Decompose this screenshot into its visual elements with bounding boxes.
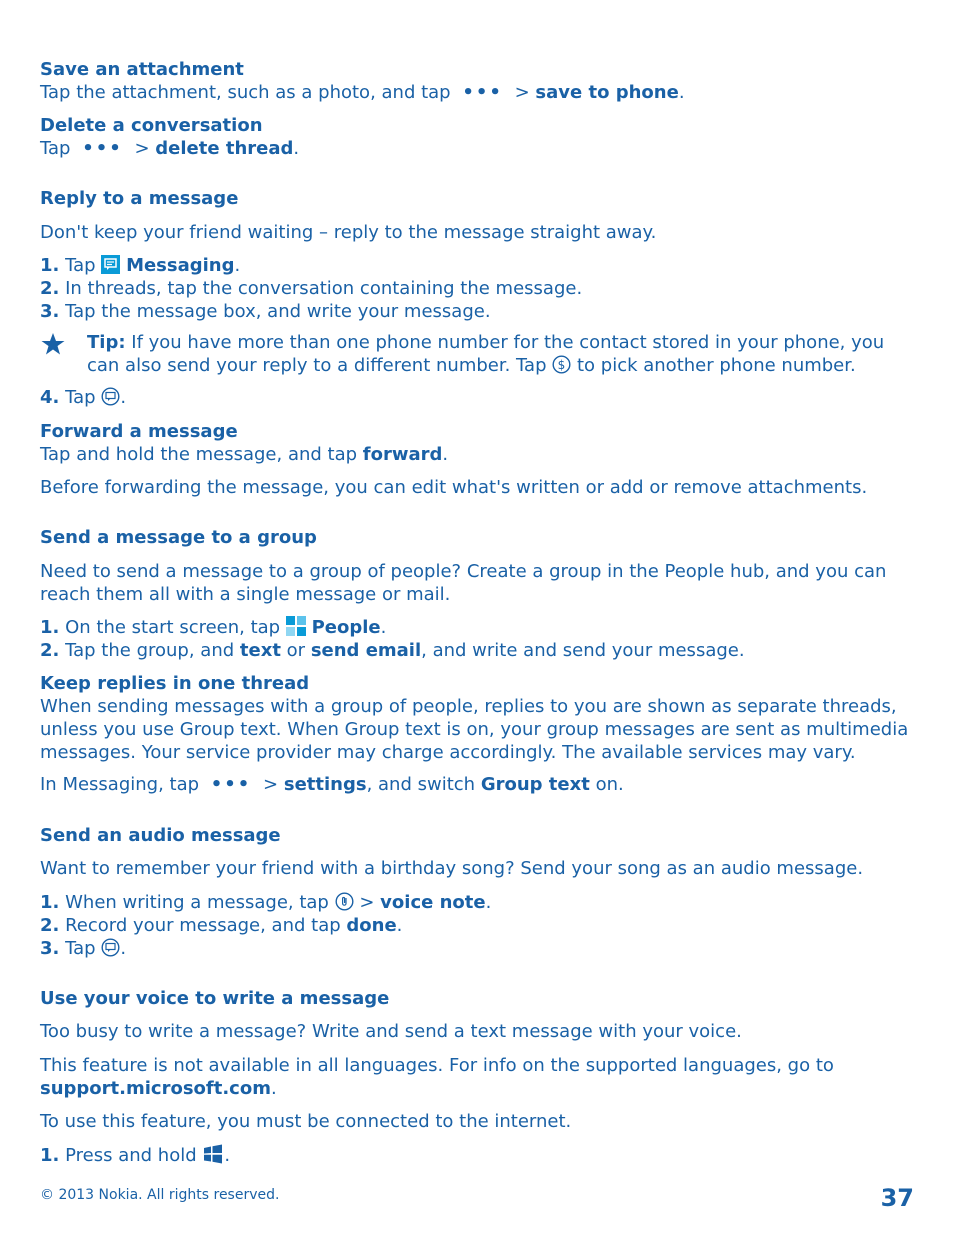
body-text: Tap and hold the message, and tap <box>40 444 358 465</box>
action-label: settings <box>283 774 367 795</box>
step-text: On the start screen, tap <box>65 617 281 638</box>
step-number: 4. <box>40 387 60 408</box>
copyright-footer: © 2013 Nokia. All rights reserved. <box>40 1187 280 1203</box>
step-text: Tap the group, and <box>65 640 235 661</box>
save-attachment-section <box>40 58 920 104</box>
punctuation: . <box>120 387 127 408</box>
delete-conversation-section <box>40 114 920 160</box>
step-text: In threads, tap the conversation containing the message. <box>65 278 583 299</box>
star-icon <box>40 331 66 361</box>
separator: > <box>514 82 530 103</box>
body-text: Tap the attachment, such as a photo, and tap <box>40 82 451 103</box>
section-heading: Save an attachment <box>40 59 244 80</box>
section-heading: Keep replies in one thread <box>40 673 310 694</box>
step-text: Tap <box>65 938 96 959</box>
action-label: save to phone <box>535 82 679 103</box>
tip-label: Tip: <box>87 332 126 353</box>
body-text: Before forwarding the message, you can edit what's written or add or remove attachments. <box>40 477 868 498</box>
more-dots-icon: ••• <box>210 774 252 795</box>
body-text: , and switch <box>366 774 476 795</box>
body-text: When sending messages with a group of people, replies to you are shown as separate threads, unless you use Group text. When Group text is on, your group messages are sent as multimedia messages. Your service provider may charge accordingly. The available services may vary. <box>40 696 909 763</box>
step-number: 2. <box>40 278 60 299</box>
tip-text: If you have more than one phone number for the contact stored in your phone, you can also send your reply to a different number. Tap <box>87 332 885 376</box>
page-number: 37 <box>880 1184 914 1212</box>
action-label: delete thread <box>155 138 294 159</box>
step-text: or <box>286 640 306 661</box>
step-text: Press and hold <box>65 1145 197 1166</box>
step-number: 2. <box>40 640 60 661</box>
action-label: text <box>239 640 281 661</box>
action-label: send email <box>310 640 422 661</box>
action-label: voice note <box>380 892 486 913</box>
section-heading: Use your voice to write a message <box>40 988 390 1009</box>
punctuation: . <box>234 255 241 276</box>
more-dots-icon: ••• <box>82 138 123 159</box>
step-3 <box>40 300 920 323</box>
separator: > <box>359 892 375 913</box>
body-text: Need to send a message to a group of people? Create a group in the People hub, and you can reach them all with a single message or mail. <box>40 561 887 605</box>
body-text: Want to remember your friend with a birthday song? Send your song as an audio message. <box>40 858 864 879</box>
section-heading: Forward a message <box>40 421 238 442</box>
separator: > <box>263 774 279 795</box>
step-2 <box>40 277 920 300</box>
step-text: When writing a message, tap <box>65 892 329 913</box>
action-label: forward <box>362 444 443 465</box>
windows-key-icon <box>202 1144 224 1170</box>
action-label: People <box>311 617 381 638</box>
section-heading: Send a message to a group <box>40 527 317 548</box>
step-number: 2. <box>40 915 60 936</box>
punctuation: . <box>678 82 685 103</box>
punctuation: . <box>442 444 449 465</box>
step-number: 1. <box>40 892 60 913</box>
section-heading: Send an audio message <box>40 825 281 846</box>
support-link[interactable]: support.microsoft.com <box>40 1078 271 1099</box>
step-2 <box>40 914 920 937</box>
instruction-line <box>40 773 920 796</box>
punctuation: . <box>396 915 403 936</box>
section-heading: Delete a conversation <box>40 115 263 136</box>
body-text: Don't keep your friend waiting – reply to the message straight away. <box>40 222 657 243</box>
body-text: To use this feature, you must be connected to the internet. <box>40 1111 572 1132</box>
step-4 <box>40 386 920 412</box>
separator: > <box>134 138 150 159</box>
step-text: Tap <box>65 387 96 408</box>
punctuation: . <box>293 138 300 159</box>
body-text: In Messaging, tap <box>40 774 200 795</box>
body-text: This feature is not available in all languages. For info on the supported languages, go to <box>40 1055 834 1076</box>
punctuation: . <box>380 617 387 638</box>
body-text: Tap <box>40 138 71 159</box>
step-text: Tap the message box, and write your message. <box>65 301 491 322</box>
punctuation: . <box>120 938 127 959</box>
step-2 <box>40 639 920 662</box>
send-icon <box>101 938 120 963</box>
step-number: 3. <box>40 301 60 322</box>
action-label: done <box>346 915 397 936</box>
body-text: Too busy to write a message? Write and send a text message with your voice. <box>40 1021 742 1042</box>
step-text: Record your message, and tap <box>65 915 341 936</box>
punctuation: . <box>224 1145 231 1166</box>
step-1 <box>40 1144 920 1170</box>
punctuation: . <box>270 1078 277 1099</box>
step-text: Tap <box>65 255 96 276</box>
tip-text: to pick another phone number. <box>576 355 856 376</box>
step-text: , and write and send your message. <box>421 640 745 661</box>
forward-section <box>40 420 920 466</box>
action-label: Group text <box>480 774 590 795</box>
svg-text:$: $ <box>557 358 566 372</box>
step-3 <box>40 937 920 963</box>
body-text: on. <box>595 774 624 795</box>
action-label: Messaging <box>126 255 235 276</box>
link-line <box>40 1077 920 1100</box>
step-number: 1. <box>40 1145 60 1166</box>
step-number: 3. <box>40 938 60 959</box>
switch-number-icon <box>552 355 571 380</box>
send-icon <box>101 387 120 412</box>
step-number: 1. <box>40 617 60 638</box>
tip-box <box>87 331 920 380</box>
more-dots-icon: ••• <box>462 82 503 103</box>
section-heading: Reply to a message <box>40 188 239 209</box>
step-number: 1. <box>40 255 60 276</box>
punctuation: . <box>485 892 492 913</box>
